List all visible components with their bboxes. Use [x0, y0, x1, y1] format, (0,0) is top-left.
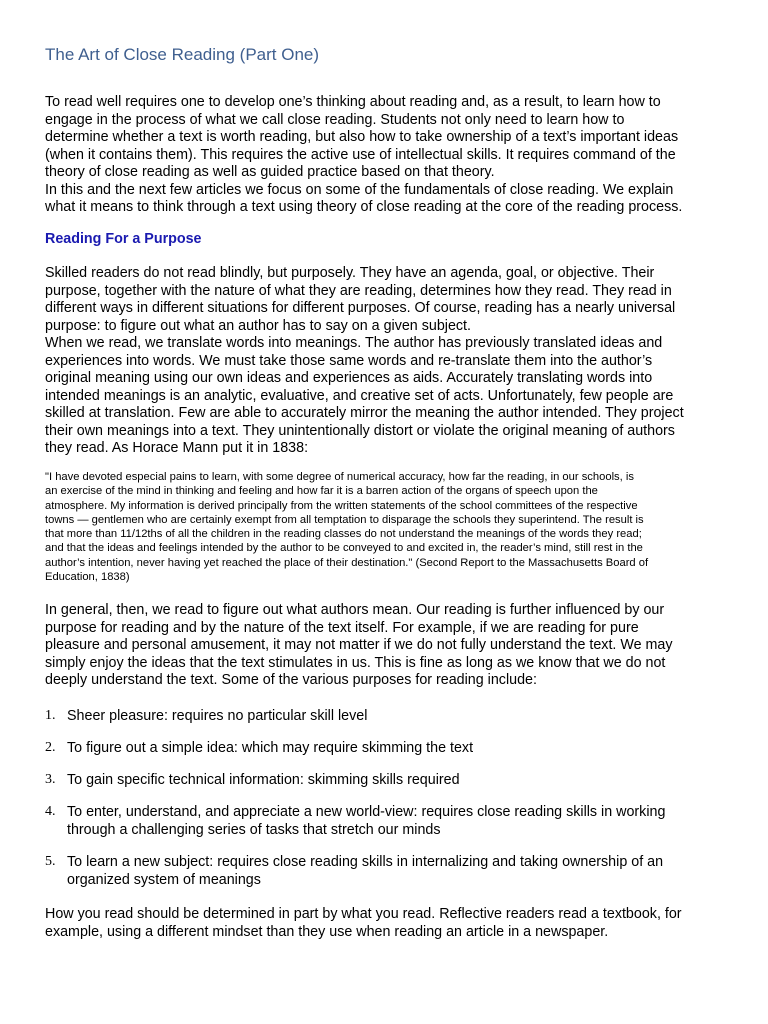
text-line: different ways in different situations for different purposes. Of course, reading has a nearly universal: [45, 300, 676, 316]
list-number: 4.: [45, 804, 56, 819]
quote-line: author’s intention, never having yet reached the place of their destination." (Second Report to the Massachusetts Board of: [45, 556, 649, 569]
text-line: To enter, understand, and appreciate a new world-view: requires close reading skills in working: [67, 804, 666, 820]
text-line: purpose, together with the nature of what they are reading, determines how they read. They read in: [45, 282, 672, 299]
text-line: When we read, we translate words into meanings. The author has previously translated ideas and: [45, 335, 663, 351]
quote-line: towns — gentlemen who are certainly exempt from all temptation to disparage the schools they superintend. The result is: [45, 513, 644, 526]
section-heading: Reading For a Purpose: [45, 231, 202, 247]
text-line: intended meanings is an analytic, evaluative, and creative set of acts. Unfortunately, few people are: [45, 387, 674, 404]
closing-paragraph: [45, 906, 735, 941]
list-number: 2.: [45, 740, 56, 755]
text-line: original meaning using our own ideas and experiences as aids. Accurately translating words into: [45, 370, 653, 386]
list-number: 1.: [45, 708, 56, 723]
list-number: 3.: [45, 772, 56, 787]
text-line: through a challenging series of tasks that stretch our minds: [67, 822, 441, 838]
text-line: they read. As Horace Mann put it in 1838:: [45, 440, 309, 456]
text-line: skilled at translation. Few are able to accurately mirror the meaning the author intended. They project: [45, 405, 684, 421]
list-text: [67, 739, 473, 757]
text-line: deeply understand the text. Some of the various purposes for reading include:: [45, 672, 537, 688]
quote-line: "I have devoted especial pains to learn, with some degree of numerical accuracy, how far the reading, in our schools, is: [45, 471, 634, 483]
quote-line: that more than 11/12ths of all the children in the reading classes do not understand the meanings of the words they read;: [45, 528, 642, 541]
text-line: purpose: to figure out what an author has to say on a given subject.: [45, 317, 472, 334]
quote-line: Education, 1838): [45, 571, 130, 584]
text-line: To gain specific technical information: skimming skills required: [67, 772, 460, 788]
text-line: In this and the next few articles we focus on some of the fundamentals of close reading. We explain: [45, 181, 674, 198]
quote-line: an exercise of the mind in thinking and feeling and how far it is a barren action of the organs of speech upon the: [45, 485, 598, 498]
text-line: example, using a different mindset than they use when reading an article in a newspaper.: [45, 923, 609, 940]
text-line: experiences into words. We must take those same words and re-translate them into the author’s: [45, 352, 653, 369]
list-text: [67, 771, 460, 789]
text-line: what it means to think through a text using theory of close reading at the core of the reading process.: [45, 199, 683, 215]
general-paragraph: [45, 602, 735, 690]
text-line: simply enjoy the ideas that the text stimulates in us. This is fine as long as we know that we do not: [45, 654, 666, 671]
text-line: determine whether a text is worth reading, but also how to take ownership of a text’s important ideas: [45, 129, 679, 145]
quote-line: and that the ideas and feelings intended by the author to be conveyed to and excited in, the reader’s mind, still rest in the: [45, 542, 643, 555]
text-line: pleasure and personal amusement, it may not matter if we do not fully understand the text. We may: [45, 637, 673, 653]
text-line: Skilled readers do not read blindly, but purposely. They have an agenda, goal, or objective. Their: [45, 265, 655, 281]
text-line: To learn a new subject: requires close reading skills in internalizing and taking ownership of an: [67, 854, 664, 870]
text-line: theory of close reading as well as guided practice based on that theory.: [45, 164, 495, 180]
text-line: purpose for reading and by the nature of the text itself. For example, if we are reading for pure: [45, 619, 639, 636]
list-text: [67, 803, 665, 839]
purpose-paragraph: [45, 265, 735, 458]
text-line: In general, then, we read to figure out what authors mean. Our reading is further influenced by our: [45, 602, 665, 618]
quote-line: atmosphere. My information is derived principally from the written statements of the school committees of the respective: [45, 499, 638, 512]
text-line: How you read should be determined in part by what you read. Reflective readers read a textbook, for: [45, 906, 682, 922]
text-line: Sheer pleasure: requires no particular skill level: [67, 708, 368, 724]
page-title: The Art of Close Reading (Part One): [45, 45, 320, 64]
text-line: To figure out a simple idea: which may require skimming the text: [67, 740, 474, 756]
text-line: To read well requires one to develop one’s thinking about reading and, as a result, to learn how to: [45, 94, 661, 110]
horace-mann-quote: [45, 470, 735, 584]
list-text: [67, 853, 663, 889]
intro-paragraph: [45, 94, 735, 217]
text-line: their own meanings into a text. They unintentionally distort or violate the original meaning of authors: [45, 422, 675, 439]
text-line: organized system of meanings: [67, 872, 261, 888]
list-text: [67, 707, 367, 725]
text-line: (when it contains them). This requires the active use of intellectual skills. It requires command of the: [45, 146, 676, 163]
list-number: 5.: [45, 854, 56, 869]
text-line: engage in the process of what we call close reading. Students not only need to learn how to: [45, 111, 625, 128]
